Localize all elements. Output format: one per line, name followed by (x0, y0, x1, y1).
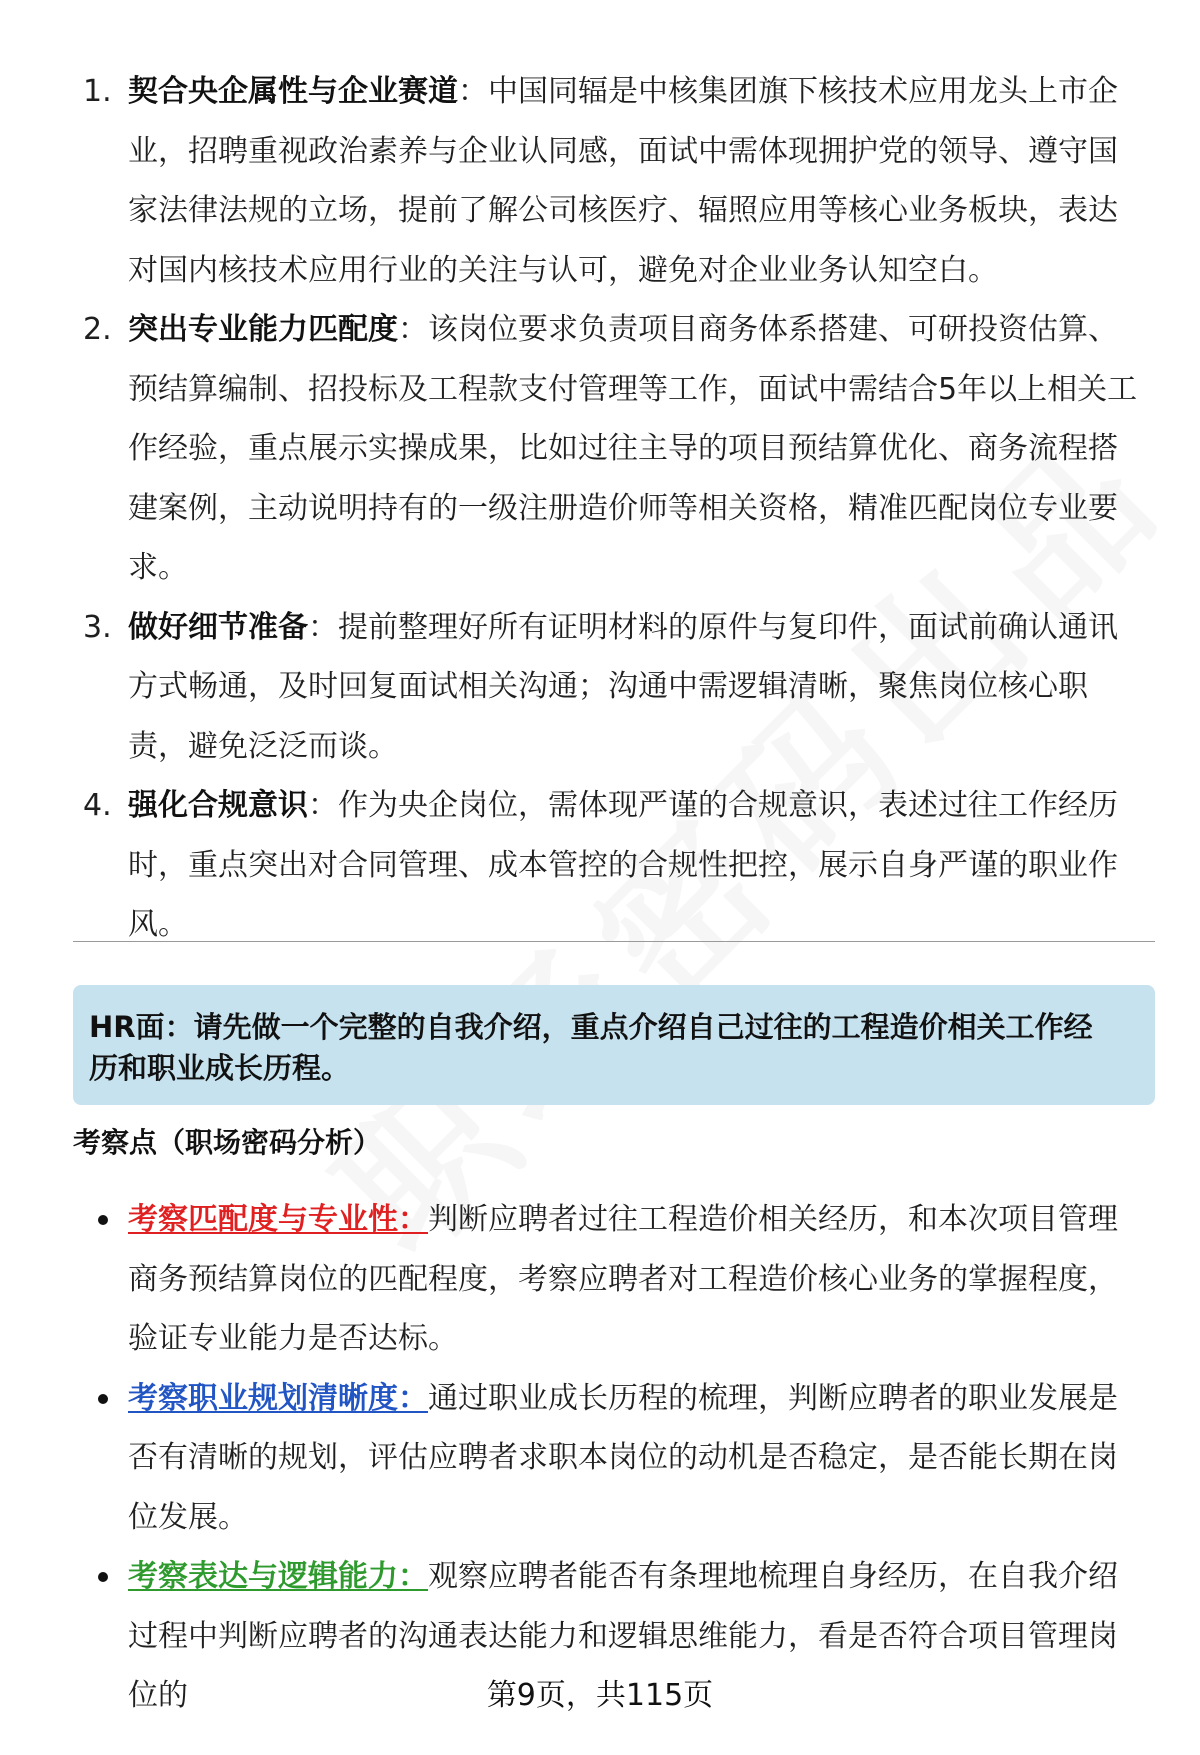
tip-item: 4. 强化合规意识：作为央企岗位，需体现严谨的合规意识，表述过往工作经历时，重点突出对合同管理、成本管控的合规性把控，展示自身严谨的职业作风。 (128, 776, 1138, 955)
page-number: 第9页，共115页 (486, 1678, 714, 1713)
tip-title: 契合央企属性与企业赛道 (128, 74, 458, 109)
tip-number: 3. (83, 609, 112, 645)
tips-list (0, 62, 1138, 955)
assessment-point (128, 1190, 1138, 1369)
assessment-point (128, 1369, 1138, 1548)
section-title: 考察点（职场密码分析） (73, 1126, 382, 1159)
point-text: 观察应聘者能否有条理地梳理自身经历，在自我介绍过程中判断应聘者的沟通表达能力和逻辑思维能力，看是否符合项目管理岗位的 (128, 1559, 1118, 1713)
question-box (73, 985, 1155, 1105)
tip-item: 2. 突出专业能力匹配度：该岗位要求负责项目商务体系搭建、可研投资估算、预结算编制、招投标及工程款支付管理等工作，面试中需结合5年以上相关工作经验，重点展示实操成果，比如过往主导的项目预结算优化、商务流程搭建案例，主动说明持有的一级注册造价师等相关资格，精准匹配岗位专业要求。 (128, 300, 1138, 598)
tip-number: 2. (83, 312, 112, 347)
tip-text: 该岗位要求负责项目商务体系搭建、可研投资估算、预结算编制、招投标及工程款支付管理等工作，面试中需结合5年以上相关工作经验，重点展示实操成果，比如过往主导的项目预结算优化、商务流程搭建案例，主动说明持有的一级注册造价师等相关资格，精准匹配岗位专业要求。 (128, 312, 1138, 585)
bullet-icon (98, 1215, 108, 1225)
tip-title: 突出专业能力匹配度 (128, 312, 398, 347)
tip-title: 做好细节准备 (128, 609, 308, 645)
tip-number: 1. (83, 74, 112, 109)
point-text: 通过职业成长历程的梳理，判断应聘者的职业发展是否有清晰的规划，评估应聘者求职本岗位的动机是否稳定，是否能长期在岗位发展。 (128, 1380, 1118, 1535)
tip-number: 4. (83, 788, 112, 823)
bullet-icon (98, 1394, 108, 1404)
section-divider (73, 941, 1155, 942)
point-label: 考察匹配度与专业性： (128, 1202, 428, 1237)
tip-text: 作为央企岗位，需体现严谨的合规意识，表述过往工作经历时，重点突出对合同管理、成本管控的合规性把控，展示自身严谨的职业作风。 (128, 788, 1118, 942)
tip-text: 提前整理好所有证明材料的原件与复印件，面试前确认通讯方式畅通，及时回复面试相关沟通；沟通中需逻辑清晰，聚焦岗位核心职责，避免泛泛而谈。 (128, 609, 1118, 764)
bullet-icon (98, 1572, 108, 1582)
point-label: 考察职业规划清晰度： (128, 1380, 428, 1416)
tip-text: 中国同辐是中核集团旗下核技术应用龙头上市企业，招聘重视政治素养与企业认同感，面试中需体现拥护党的领导、遵守国家法律法规的立场，提前了解公司核医疗、辐照应用等核心业务板块，表达对国内核技术应用行业的关注与认可，避免对企业业务认知空白。 (128, 74, 1118, 288)
point-label: 考察表达与逻辑能力： (128, 1559, 428, 1594)
question-text: HR面：请先做一个完整的自我介绍，重点介绍自己过往的工程造价相关工作经历和职业成长历程。 (89, 1010, 1093, 1085)
assessment-points-list (0, 1190, 1138, 1726)
tip-item: 1. 契合央企属性与企业赛道：中国同辐是中核集团旗下核技术应用龙头上市企业，招聘重视政治素养与企业认同感，面试中需体现拥护党的领导、遵守国家法律法规的立场，提前了解公司核医疗、辐照应用等核心业务板块，表达对国内核技术应用行业的关注与认可，避免对企业业务认知空白。 (128, 62, 1138, 300)
tip-item: 3. 做好细节准备：提前整理好所有证明材料的原件与复印件，面试前确认通讯方式畅通，及时回复面试相关沟通；沟通中需逻辑清晰，聚焦岗位核心职责，避免泛泛而谈。 (128, 598, 1138, 777)
point-text: 判断应聘者过往工程造价相关经历，和本次项目管理商务预结算岗位的匹配程度，考察应聘者对工程造价核心业务的掌握程度，验证专业能力是否达标。 (128, 1202, 1118, 1356)
tip-title: 强化合规意识 (128, 788, 308, 823)
